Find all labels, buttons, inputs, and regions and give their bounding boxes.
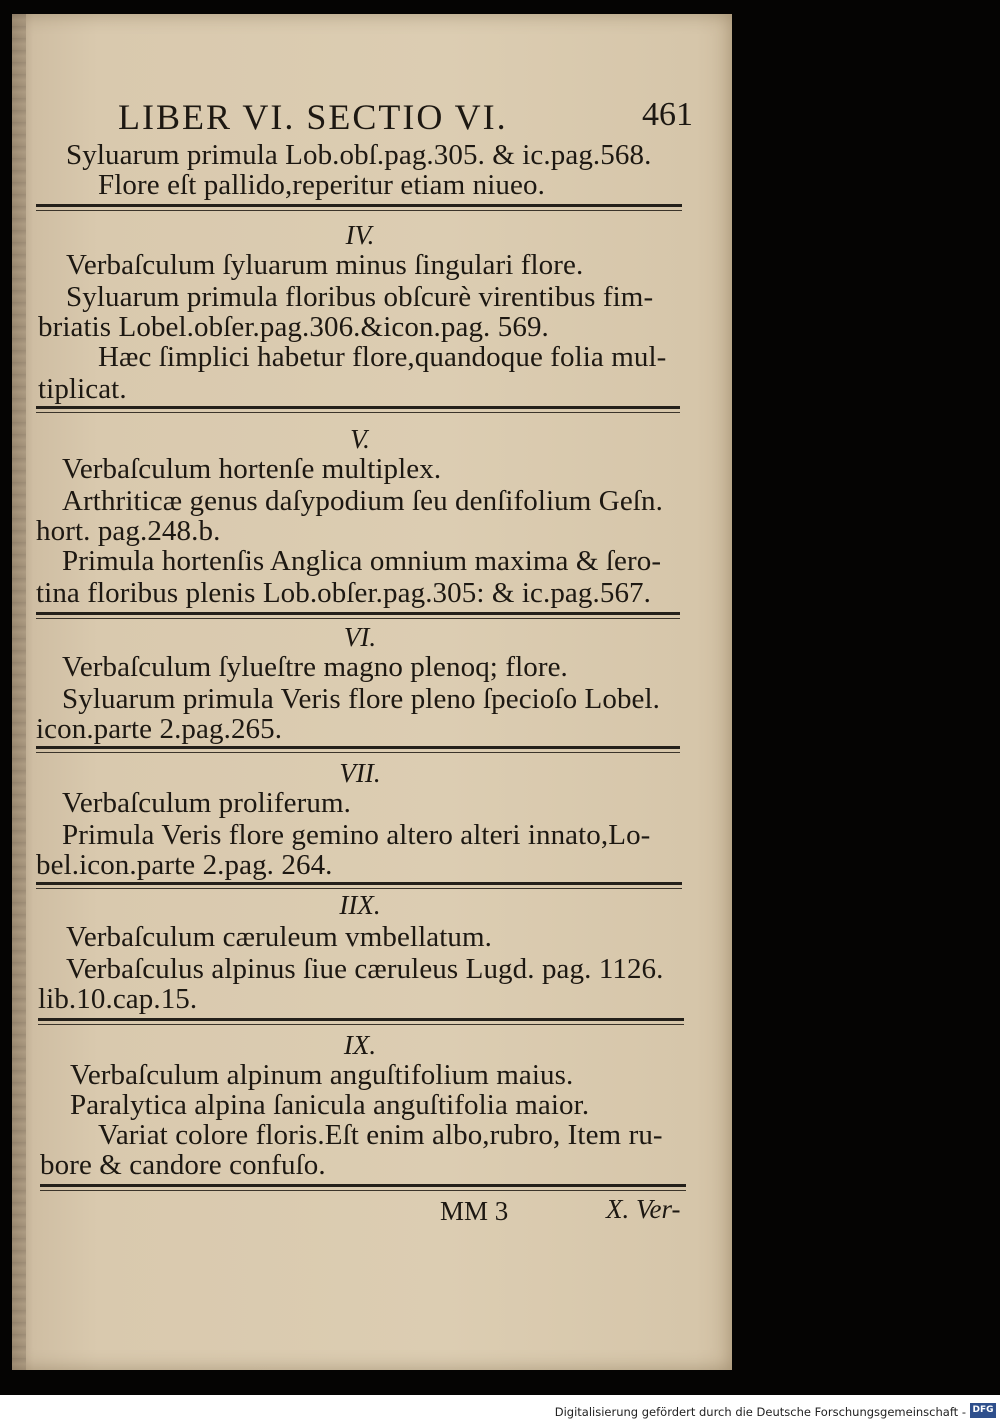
text-line: Verbaſculus alpinus ſiue cæruleus Lugd. pag. 1126. bbox=[66, 953, 664, 985]
text-line: Verbaſculum ſylueſtre magno plenoq; flore. bbox=[62, 651, 568, 683]
signature-mark: MM 3 bbox=[440, 1196, 509, 1226]
section-numeral: IX. bbox=[343, 1030, 377, 1060]
section-rule bbox=[36, 204, 682, 207]
text-line: Variat colore floris.Eſt enim albo,rubro, Item ru- bbox=[98, 1119, 663, 1151]
text-line: Arthriticæ genus daſypodium ſeu denſifolium Geſn. bbox=[62, 485, 663, 517]
text-line: Hæc ſimplici habetur flore,quandoque folia mul- bbox=[98, 341, 667, 373]
text-line: Paralytica alpina ſanicula anguſtifolia maior. bbox=[70, 1089, 590, 1121]
text-line: Verbaſculum proliferum. bbox=[62, 787, 351, 819]
dfg-logo: DFG bbox=[970, 1403, 996, 1418]
section-rule bbox=[40, 1184, 686, 1187]
text-line: icon.parte 2.pag.265. bbox=[36, 713, 283, 745]
section-rule bbox=[36, 406, 680, 409]
section-numeral: V. bbox=[350, 424, 370, 454]
section-numeral: IIX. bbox=[339, 890, 381, 920]
text-line: Verbaſculum alpinum anguſtifolium maius. bbox=[70, 1059, 574, 1091]
section-rule bbox=[36, 746, 680, 749]
text-line: briatis Lobel.obſer.pag.306.&icon.pag. 569. bbox=[38, 311, 549, 343]
running-title: LIBER VI. SECTIO VI. bbox=[118, 97, 508, 137]
section-rule bbox=[38, 1018, 684, 1021]
text-line: bore & candore confuſo. bbox=[40, 1149, 326, 1181]
text-line: Verbaſculum ſyluarum minus ſingulari flore. bbox=[66, 249, 584, 281]
page-number: 461 bbox=[642, 96, 693, 133]
text-line: Verbaſculum hortenſe multiplex. bbox=[62, 453, 442, 485]
running-head bbox=[118, 96, 693, 136]
text-line: Syluarum primula floribus obſcurè virentibus fim- bbox=[66, 281, 654, 313]
section-numeral: VII. bbox=[339, 758, 381, 788]
text-line: Syluarum primula Veris flore pleno ſpecioſo Lobel. bbox=[62, 683, 661, 715]
text-line: hort. pag.248.b. bbox=[36, 515, 221, 547]
text-line: Flore eſt pallido,reperitur etiam niueo. bbox=[98, 169, 545, 201]
text-line: lib.10.cap.15. bbox=[38, 983, 198, 1015]
text-line: Verbaſculum cæruleum vmbellatum. bbox=[66, 921, 493, 953]
text-line: Primula Veris flore gemino altero alteri innato,Lo- bbox=[62, 819, 651, 851]
text-line: tina floribus plenis Lob.obſer.pag.305: & ic.pag.567. bbox=[36, 577, 652, 609]
section-numeral: IV. bbox=[345, 220, 375, 250]
text-line: bel.icon.parte 2.pag. 264. bbox=[36, 849, 333, 881]
catchword: X. Ver- bbox=[606, 1194, 681, 1224]
digitization-credit: Digitalisierung gefördert durch die Deutsche Forschungsgemeinschaft - bbox=[554, 1405, 966, 1419]
text-line: Primula hortenſis Anglica omnium maxima & ſero- bbox=[62, 545, 662, 577]
section-numeral: VI. bbox=[343, 622, 377, 652]
section-rule bbox=[36, 882, 682, 885]
text-line: Syluarum primula Lob.obſ.pag.305. & ic.pag.568. bbox=[66, 139, 652, 171]
section-rule bbox=[36, 612, 680, 615]
text-line: tiplicat. bbox=[38, 373, 127, 405]
binding-edge bbox=[12, 14, 26, 1370]
